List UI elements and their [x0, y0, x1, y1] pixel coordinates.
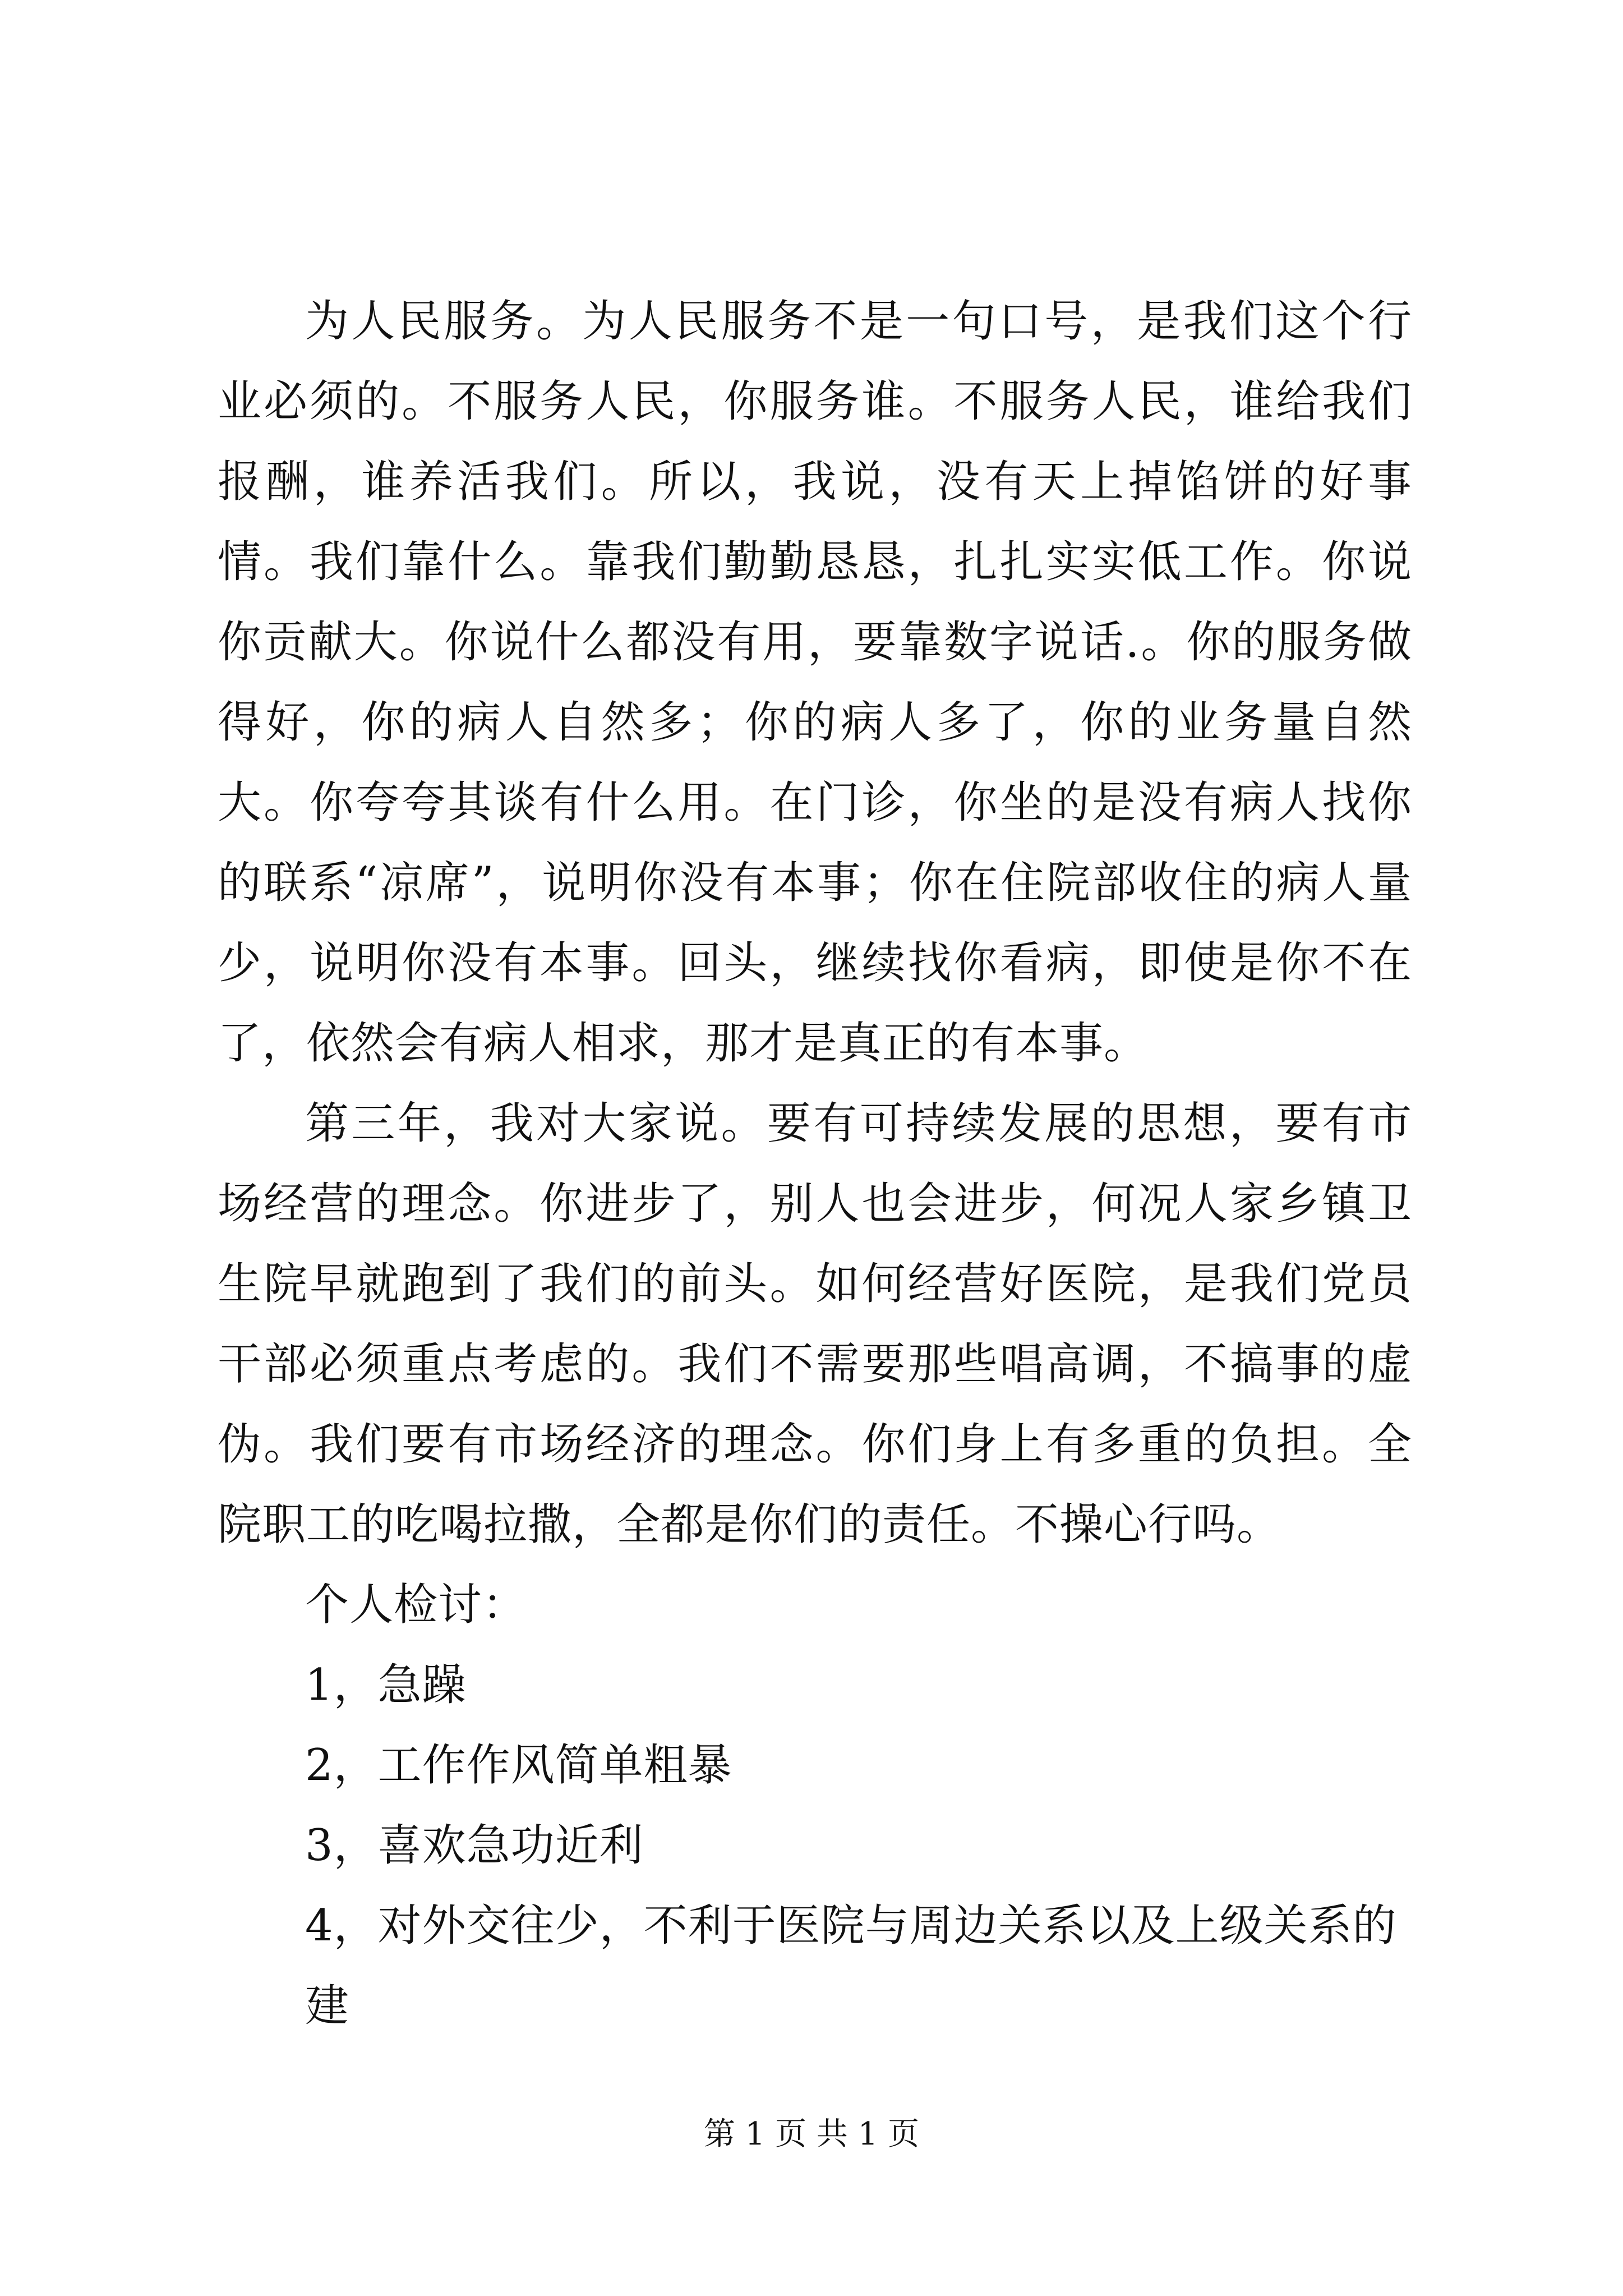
- review-heading: 个人检讨：: [305, 1580, 527, 1630]
- page-number-footer: 第 1 页 共 1 页: [703, 2116, 920, 2152]
- review-item: 3，喜欢急功近利: [305, 1820, 644, 1871]
- review-item: 1，急躁: [305, 1660, 467, 1710]
- paragraph-service: 为人民服务。为人民服务不是一句口号，是我们这个行业必须的。不服务人民，你服务谁。不服务人民，谁给我们报酬，谁养活我们。所以，我说，没有天上掉馅饼的好事情。我们靠什么。靠我们勤勤恳恳，扎扎实实低工作。你说你贡献大。你说什么都没有用，要靠数字说话.。你的服务做得好，你的病人自然多；你的病人多了，你的业务量自然大。你夸夸其谈有什么用。在门诊，你坐的是没有病人找你的联系“凉席”，说明你没有本事；你在住院部收住的病人量少，说明你没有本事。回头，继续找你看病，即使是你不在了，依然会有病人相求，那才是真正的有本事。: [218, 296, 1412, 1069]
- document-body: [218, 282, 1412, 2046]
- review-item: 2，工作作风简单粗暴: [305, 1740, 732, 1791]
- paragraph-third-year: 第三年，我对大家说。要有可持续发展的思想，要有市场经营的理念。你进步了，别人也会进步，何况人家乡镇卫生院早就跑到了我们的前头。如何经营好医院，是我们党员干部必须重点考虑的。我们不需要那些唱高调，不搞事的虚伪。我们要有市场经济的理念。你们身上有多重的负担。全院职工的吃喝拉撒，全都是你们的责任。不操心行吗。: [218, 1098, 1412, 1550]
- review-item: 4，对外交往少，不利于医院与周边关系以及上级关系的建: [305, 1901, 1397, 2031]
